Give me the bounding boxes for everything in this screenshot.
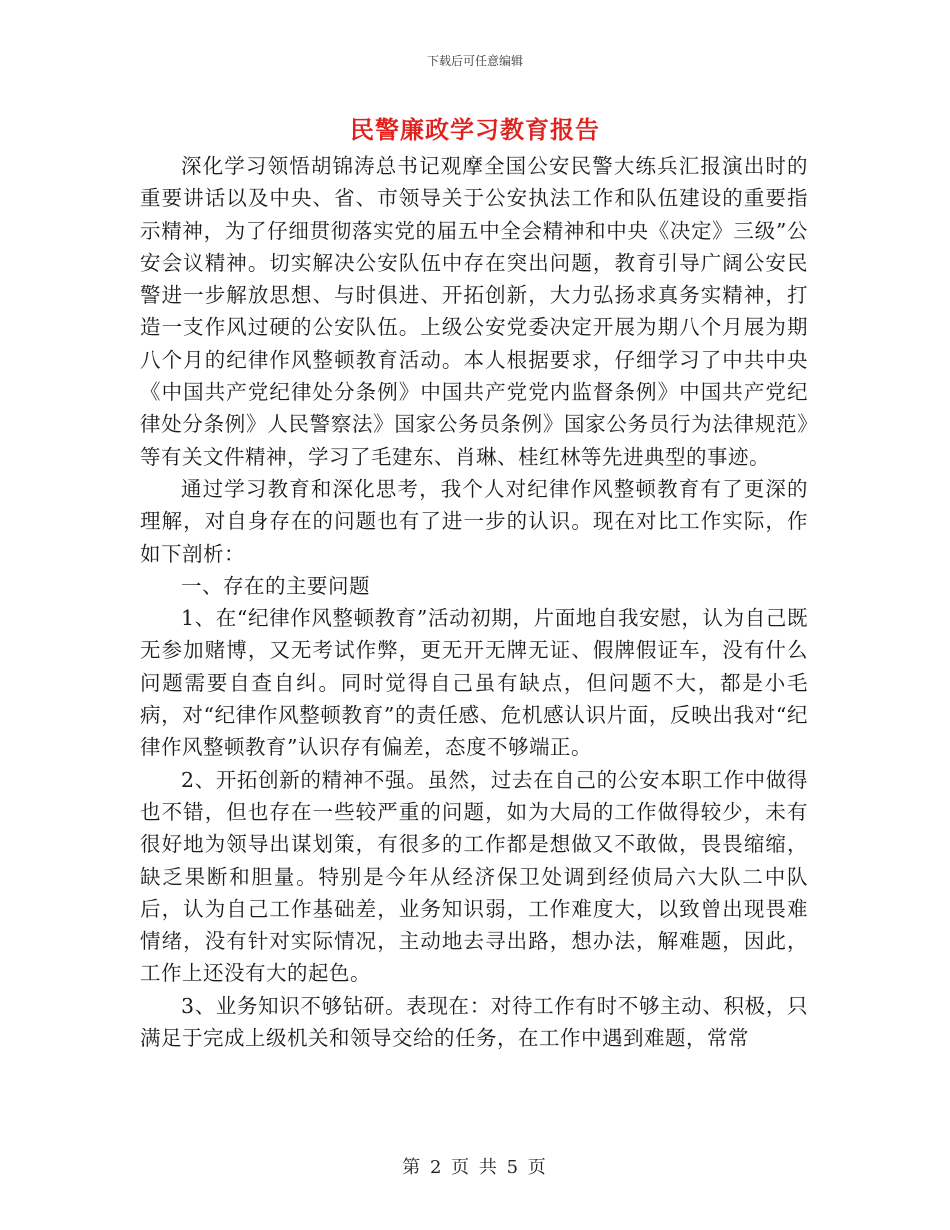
page-number: 第 2 页 共 5 页 bbox=[402, 1157, 548, 1178]
paragraph-problem-1: 1、在“纪律作风整顿教育”活动初期，片面地自我安慰，认为自己既无参加赌博，又无考试作弊，更无开无牌无证、假牌假证车，没有什么问题需要自查自纠。同时觉得自己虽有缺点，但问题不大，都是小毛病，对“纪律作风整顿教育”的责任感、危机感认识片面，反映出我对“纪律作风整顿教育”认识存有偏差，态度不够端正。 bbox=[140, 606, 808, 760]
section-heading-problems: 一、存在的主要问题 bbox=[181, 573, 370, 598]
document-title: 民警廉政学习教育报告 bbox=[350, 115, 600, 144]
document-body bbox=[140, 150, 808, 1054]
paragraph-problem-2: 2、开拓创新的精神不强。虽然，过去在自己的公安本职工作中做得也不错，但也存在一些较严重的问题，如为大局的工作做得较少，未有很好地为领导出谋划策，有很多的工作都是想做又不敢做，畏畏缩缩，缺乏果断和胆量。特别是今年从经济保卫处调到经侦局六大队二中队后，认为自己工作基础差，业务知识弱，工作难度大，以致曾出现畏难情绪，没有针对实际情况，主动地去寻出路，想办法，解难题，因此，工作上还没有大的起色。 bbox=[140, 767, 808, 986]
paragraph-summary: 通过学习教育和深化思考，我个人对纪律作风整顿教育有了更深的理解，对自身存在的问题也有了进一步的认识。现在对比工作实际，作如下剖析： bbox=[140, 476, 808, 566]
paragraph-intro: 深化学习领悟胡锦涛总书记观摩全国公安民警大练兵汇报演出时的重要讲话以及中央、省、市领导关于公安执法工作和队伍建设的重要指示精神，为了仔细贯彻落实党的届五中全会精神和中央《决定》三级”公安会议精神。切实解决公安队伍中存在突出问题，教育引导广阔公安民警进一步解放思想、与时俱进、开拓创新，大力弘扬求真务实精神，打造一支作风过硬的公安队伍。上级公安党委决定开展为期八个月展为期八个月的纪律作风整顿教育活动。本人根据要求，仔细学习了中共中央《中国共产党纪律处分条例》中国共产党党内监督条例》中国共产党纪律处分条例》人民警察法》国家公务员条例》国家公务员行为法律规范》等有关文件精神，学习了毛建东、肖琳、桂红林等先进典型的事迹。 bbox=[140, 154, 808, 469]
header-note: 下载后可任意编辑 bbox=[426, 54, 523, 68]
paragraph-problem-3: 3、业务知识不够钻研。表现在：对待工作有时不够主动、积极，只满足于完成上级机关和领导交给的任务，在工作中遇到难题，常常 bbox=[140, 993, 808, 1051]
